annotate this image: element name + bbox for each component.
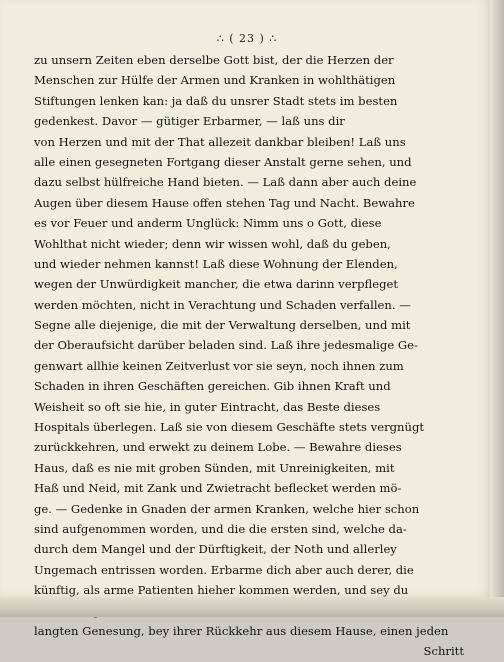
text-line: der Oberaufsicht darüber beladen sind. Laß ihre jedesmalige Ge- (34, 338, 418, 353)
text-line: von Herzen und mit der That allezeit dankbar bleiben! Laß uns (34, 134, 406, 149)
text-line: langten Genesung, bey ihrer Rückkehr aus diesem Hause, einen jeden (34, 623, 449, 638)
text-line: dazu selbst hülfreiche Hand bieten. — Laß dann aber auch deine (34, 175, 417, 190)
text-line: alle einen gesegneten Fortgang dieser Anstalt gerne sehen, und (34, 154, 412, 169)
text-line: Ungemach entrissen worden. Erbarme dich aber auch derer, die (34, 562, 414, 577)
text-line: werden möchten, nicht in Verachtung und Schaden verfallen. — (34, 297, 411, 312)
text-line: genwart allhie keinen Zeitverlust vor sie seyn, noch ihnen zum (34, 358, 404, 373)
text-line: künftig, als arme Patienten hieher kommen werden, und sey du (34, 583, 409, 598)
text-line: zurückkehren, und erwekt zu deinem Lobe. — Bewahre dieses (34, 440, 402, 455)
page-edge-bottom (0, 597, 504, 617)
body-text (34, 50, 464, 662)
text-line: ge. — Gedenke in Gnaden der armen Kranken, welche hier schon (34, 501, 420, 516)
catchword: Schritt (423, 644, 464, 659)
text-line: Haus, daß es nie mit groben Sünden, mit Unreinigkeiten, mit (34, 460, 395, 475)
text-line: Haß und Neid, mit Zank und Zwietracht beflecket werden mö- (34, 481, 402, 496)
text-line: Schaden in ihren Geschäften gereichen. Gib ihnen Kraft und (34, 379, 391, 394)
text-line: Augen über diesem Hause offen stehen Tag und Nacht. Bewahre (34, 195, 415, 210)
text-line: und wieder nehmen kannst! Laß diese Wohnung der Elenden, (34, 256, 398, 271)
text-line: gedenkest. Davor — gütiger Erbarmer, — laß uns dir (34, 114, 345, 129)
text-line: zu unsern Zeiten eben derselbe Gott bist, der die Herzen der (34, 53, 394, 67)
page-edge-right (490, 0, 504, 617)
text-line: wegen der Unwürdigkeit mancher, die etwa darinn verpfleget (34, 277, 399, 292)
page-header: ∴ ( 23 ) ∴ (216, 32, 278, 45)
text-line: Wohlthat nicht wieder; denn wir wissen wohl, daß du geben, (34, 236, 391, 251)
text-line: Stiftungen lenken kan: ja daß du unsrer Stadt stets im besten (34, 93, 398, 108)
text-line: Hospitals überlegen. Laß sie von diesem Geschäfte stets vergnügt (34, 420, 425, 435)
text-line: Menschen zur Hülfe der Armen und Kranken in wohlthätigen (34, 73, 396, 88)
text-line: Weisheit so oft sie hie, in guter Eintracht, das Beste dieses (34, 399, 381, 414)
text-line: durch dem Mangel und der Dürftigkeit, der Noth und allerley (34, 542, 397, 557)
text-line: es vor Feuer und anderm Unglück: Nimm uns o Gott, diese (34, 216, 382, 231)
text-line: Segne alle diejenige, die mit der Verwaltung derselben, und mit (34, 318, 411, 333)
text-line: sind aufgenommen worden, und die die ersten sind, welche da- (34, 521, 407, 536)
